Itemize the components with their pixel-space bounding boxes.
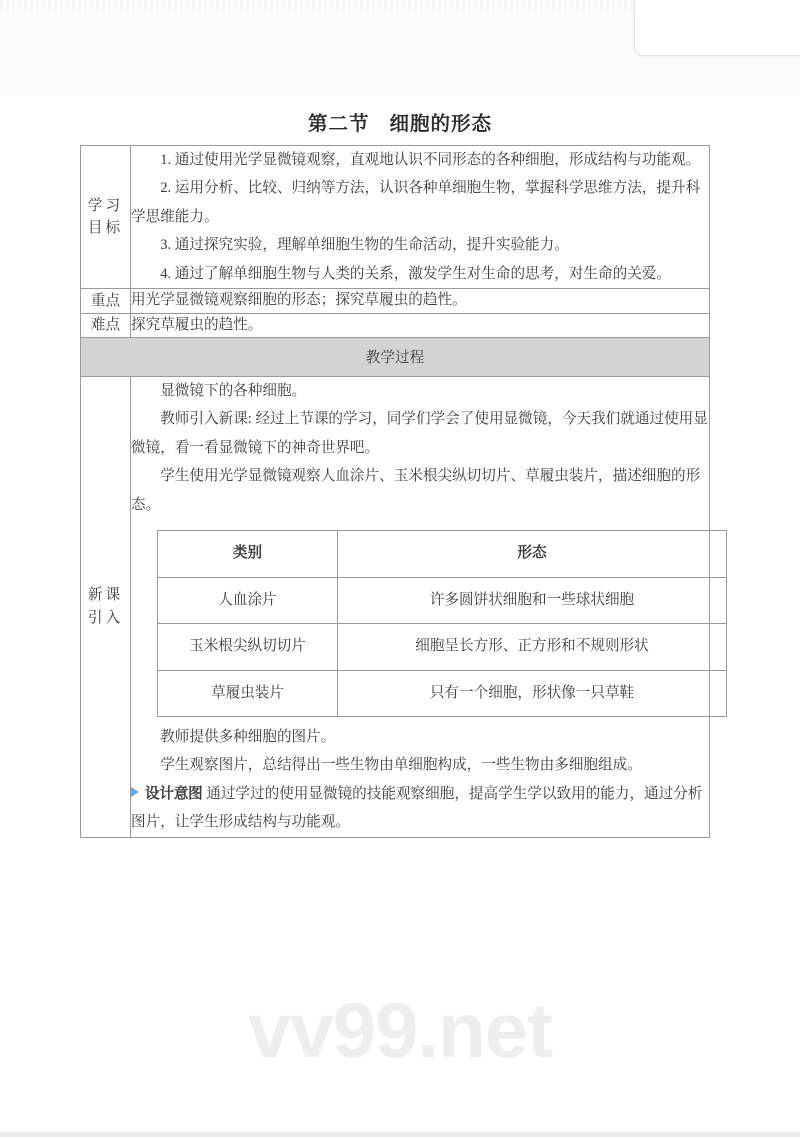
introduction-paragraph: 显微镜下的各种细胞。 xyxy=(160,382,307,399)
observation-cell-category: 人血涂片 xyxy=(158,577,338,623)
introduction-paragraph: 教师提供多种细胞的图片。 xyxy=(160,729,336,746)
table-row-key-point xyxy=(81,289,710,313)
observation-header-category: 类别 xyxy=(158,531,338,577)
row-label-line-1: 学习 xyxy=(87,197,124,214)
page-watermark: vv99.net xyxy=(247,986,553,1074)
table-row-introduction xyxy=(81,376,710,837)
introduction-paragraph: 教师引入新课: 经过上节课的学习，同学们学会了使用显微镜，今天我们就通过使用显微镜，看一看显微镜下的神奇世界吧。 xyxy=(131,411,708,456)
design-intent-label: 设计意图 xyxy=(145,785,203,802)
row-label-line-1: 新课 xyxy=(87,587,124,604)
objective-item: 3. 通过探究实验，理解单细胞生物的生命活动，提升实验能力。 xyxy=(160,237,569,254)
triangle-right-icon xyxy=(131,787,139,797)
observation-cell-category: 草履虫装片 xyxy=(158,670,338,716)
table-row xyxy=(158,670,727,716)
table-row-difficult-point xyxy=(81,313,710,337)
row-label-difficult-point: 难点 xyxy=(81,313,131,337)
introduction-paragraph: 学生使用光学显微镜观察人血涂片、玉米根尖纵切切片、草履虫装片，描述细胞的形态。 xyxy=(131,468,701,513)
design-intent-text: 通过学过的使用显微镜的技能观察细胞，提高学生学以致用的能力，通过分析图片，让学生形成结构与功能观。 xyxy=(131,785,703,831)
introduction-paragraph: 学生观察图片，总结得出一些生物由单细胞构成，一些生物由多细胞组成。 xyxy=(160,757,642,774)
objective-item: 4. 通过了解单细胞生物与人类的关系，激发学生对生命的思考，对生命的关爱。 xyxy=(160,265,671,282)
observation-results-table xyxy=(157,530,727,717)
table-row xyxy=(158,624,727,670)
page-title-section: 第二节 xyxy=(307,114,370,135)
page-bottom-edge xyxy=(0,1132,800,1137)
row-content-difficult-point: 探究草履虫的趋性。 xyxy=(131,313,710,337)
observation-cell-morphology: 细胞呈长方形、正方形和不规则形状 xyxy=(338,624,727,670)
table-row xyxy=(158,577,727,623)
observation-cell-category: 玉米根尖纵切切片 xyxy=(158,624,338,670)
page-title xyxy=(0,108,800,136)
observation-cell-morphology: 许多圆饼状细胞和一些球状细胞 xyxy=(338,577,727,623)
lesson-plan-table xyxy=(80,145,710,838)
observation-cell-morphology: 只有一个细胞，形状像一只草鞋 xyxy=(338,670,727,716)
section-banner-label: 教学过程 xyxy=(81,337,710,376)
row-label-key-point: 重点 xyxy=(81,289,131,313)
page-title-topic: 细胞的形态 xyxy=(389,114,493,135)
row-label-line-2: 引入 xyxy=(87,609,124,626)
table-row-section-banner xyxy=(81,337,710,376)
design-intent-paragraph xyxy=(131,780,709,837)
row-content-learning-objectives xyxy=(131,146,710,289)
row-label-introduction xyxy=(81,376,131,837)
row-content-introduction xyxy=(131,376,710,837)
observation-table-header-row xyxy=(158,531,727,577)
row-label-line-2: 目标 xyxy=(87,220,124,237)
objective-item: 1. 通过使用光学显微镜观察，直观地认识不同形态的各种细胞，形成结构与功能观。 xyxy=(160,152,701,168)
row-label-learning-objectives xyxy=(81,146,131,289)
table-row-learning-objectives xyxy=(81,146,710,289)
observation-header-morphology: 形态 xyxy=(338,531,727,577)
objective-item: 2. 运用分析、比较、归纳等方法，认识各种单细胞生物，掌握科学思维方法，提升科学思维能力。 xyxy=(131,180,701,225)
row-content-key-point: 用光学显微镜观察细胞的形态；探究草履虫的趋性。 xyxy=(131,289,710,313)
